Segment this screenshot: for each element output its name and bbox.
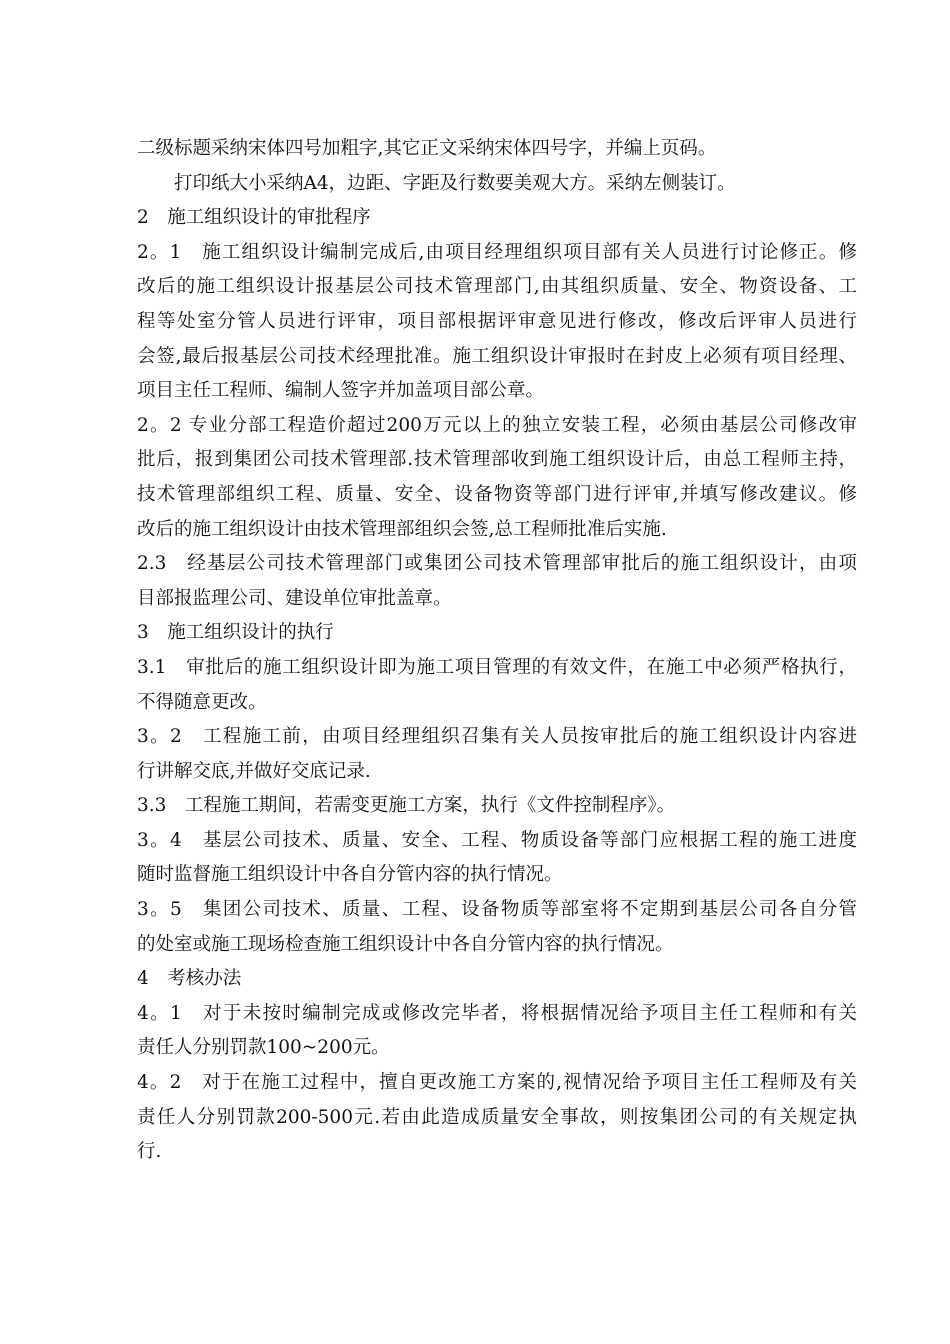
- text-line: 3。2 工程施工前，由项目经理组织召集有关人员按审批后的施工组织设计内容进: [137, 726, 857, 748]
- text-line: 行讲解交底,并做好交底记录.: [137, 760, 371, 782]
- text-line: 随时监督施工组织设计中各自分管内容的执行情况。: [137, 864, 563, 886]
- text-line: 不得随意更改。: [137, 691, 267, 713]
- text-line: 3.1 审批后的施工组织设计即为施工项目管理的有效文件，在施工中必须严格执行，: [137, 656, 857, 678]
- text-line: 3 施工组织设计的执行: [137, 622, 334, 644]
- text-line: 4 考核办法: [137, 968, 242, 990]
- text-line: 4。2 对于在施工过程中，擅自更改施工方案的,视情况给予项目主任工程师及有关: [137, 1072, 857, 1094]
- text-line: 的处室或施工现场检查施工组织设计中各自分管内容的执行情况。: [137, 933, 674, 955]
- text-line: 二级标题采纳宋体四号加粗字,其它正文采纳宋体四号字，并编上页码。: [137, 138, 717, 159]
- text-line: 技术管理部组织工程、质量、安全、设备物资等部门进行评审,并填写修改建议。修: [137, 483, 857, 505]
- text-line: 批后，报到集团公司技术管理部.技术管理部收到施工组织设计后，由总工程师主持，: [137, 449, 857, 471]
- text-line: 改后的施工组织设计报基层公司技术管理部门,由其组织质量、安全、物资设备、工: [137, 276, 857, 298]
- text-line: 打印纸大小采纳A4，边距、字距及行数要美观大方。采纳左侧装订。: [174, 172, 736, 194]
- text-line: 2 施工组织设计的审批程序: [137, 207, 371, 229]
- text-line: 3。5 集团公司技术、质量、工程、设备物质等部室将不定期到基层公司各自分管: [137, 899, 857, 921]
- text-line: 改后的施工组织设计由技术管理部组织会签,总工程师批准后实施.: [137, 518, 667, 540]
- text-line: 2.3 经基层公司技术管理部门或集团公司技术管理部审批后的施工组织设计，由项: [137, 553, 857, 575]
- text-line: 2。2 专业分部工程造价超过200万元以上的独立安装工程，必须由基层公司修改审: [137, 414, 857, 436]
- document-body: [137, 132, 857, 1170]
- text-line: 4。1 对于未按时编制完成或修改完毕者，将根据情况给予项目主任工程师和有关: [137, 1002, 857, 1024]
- text-line: 程等处室分管人员进行评审，项目部根据评审意见进行修改，修改后评审人员进行: [137, 310, 857, 332]
- text-line: 3.3 工程施工期间，若需变更施工方案，执行《文件控制程序》。: [137, 795, 676, 817]
- text-line: 会签,最后报基层公司技术经理批准。施工组织设计审报时在封皮上必须有项目经理、: [137, 345, 857, 367]
- text-line: 目部报监理公司、建设单位审批盖章。: [137, 587, 452, 609]
- text-line: 行.: [137, 1141, 162, 1163]
- text-line: 项目主任工程师、编制人签字并加盖项目部公章。: [137, 380, 545, 402]
- text-line: 3。4 基层公司技术、质量、安全、工程、物质设备等部门应根据工程的施工进度: [137, 829, 857, 851]
- text-line: 责任人分别罚款100~200元。: [137, 1037, 390, 1059]
- text-line: 2。1 施工组织设计编制完成后,由项目经理组织项目部有关人员进行讨论修正。修: [137, 241, 857, 263]
- text-line: 责任人分别罚款200-500元.若由此造成质量安全事故，则按集团公司的有关规定执: [137, 1106, 857, 1128]
